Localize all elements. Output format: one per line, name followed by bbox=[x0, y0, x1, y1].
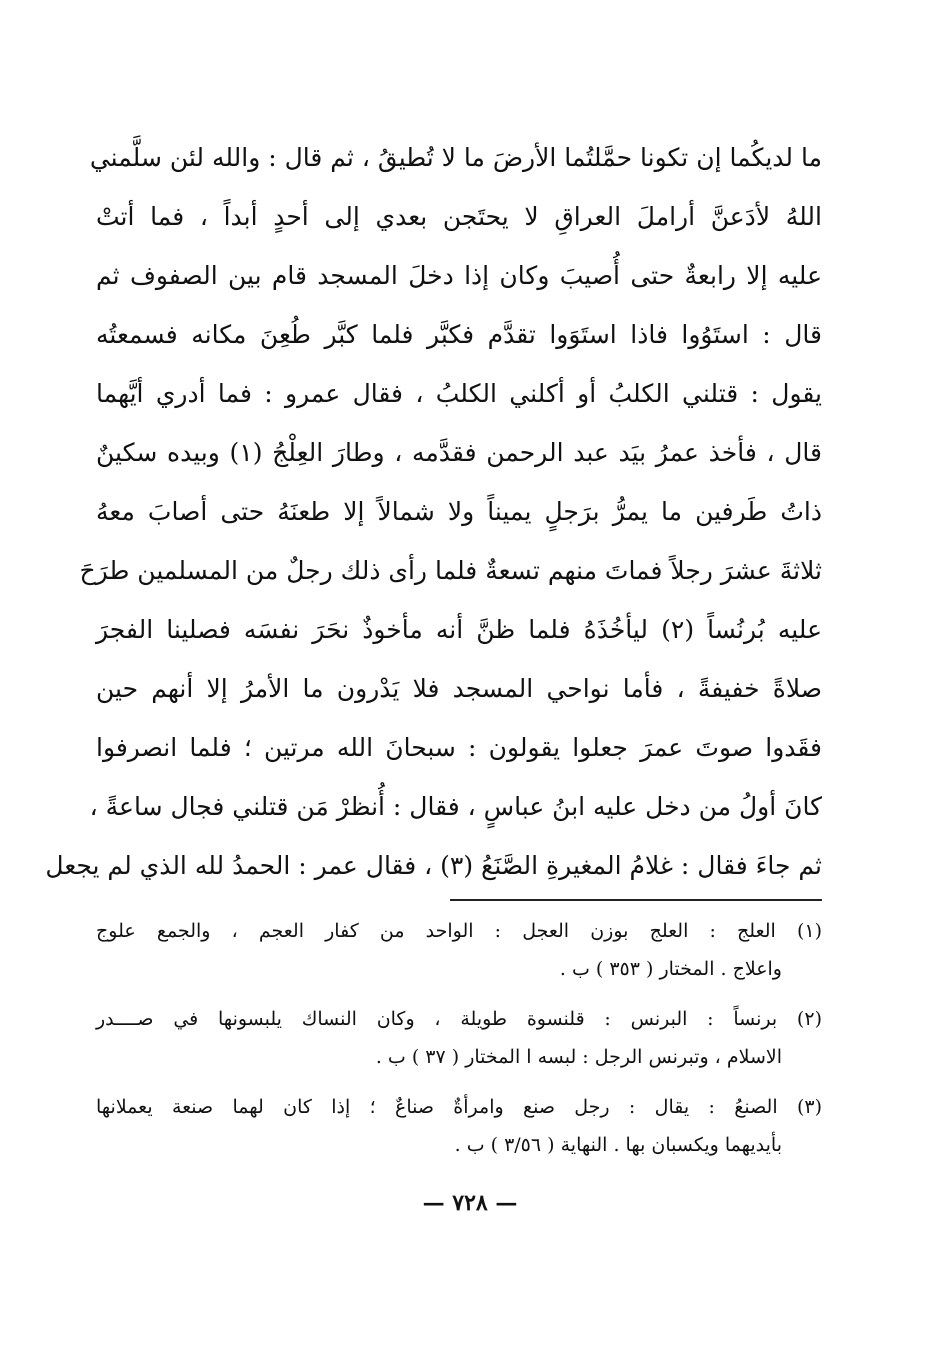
page-number: — ٧٢٨ — bbox=[422, 1190, 518, 1216]
text-line: فقَدوا صوتَ عمرَ جعلوا يقولون : سبحانَ الله مرتين ؛ فلما انصرفوا bbox=[96, 733, 822, 762]
footnote-line: (١) العلج : العلج بوزن العجل : الواحد من كفار العجم ، والجمع علوج bbox=[96, 920, 822, 942]
text-line: ما لديكُما إن تكونا حمَّلتُما الأرضَ ما لا تُطيقُ ، ثم قال : والله لئن سلَّمني bbox=[89, 143, 822, 172]
main-text-block bbox=[45, 128, 823, 895]
footnote-line: الاسلام ، وتبرنس الرجل : لبسه ا المختار ( ٣٧ ) ب . bbox=[375, 1046, 782, 1068]
footnote-line: واعلاج . المختار ( ٣٥٣ ) ب . bbox=[559, 958, 782, 980]
footnote-separator bbox=[450, 899, 822, 901]
footnote-line: (٣) الصنعُ : يقال : رجل صنع وامرأةٌ صناعٌ ؛ إذا كان لهما صنعة يعملانها bbox=[96, 1096, 822, 1118]
text-line: قال ، فأخذ عمرُ بيَد عبد الرحمن فقدَّمه ، وطارَ العِلْجُ (١) وبيده سكينٌ bbox=[96, 438, 823, 467]
footnote-line: (٢) برنساً : البرنس : قلنسوة طويلة ، وكان النساك يلبسونها في صــــدر bbox=[96, 1008, 822, 1030]
text-line: عليه إلا رابعةٌ حتى أُصيبَ وكان إذا دخلَ المسجد قام بين الصفوف ثم bbox=[96, 261, 822, 290]
text-line: صلاةً خفيفةً ، فأما نواحي المسجد فلا يَدْرون ما الأمرُ إلا أنهم حين bbox=[96, 674, 822, 703]
text-line: عليه بُرنُساً (٢) ليأخُذَهُ فلما ظنَّ أنه مأخوذٌ نحَرَ نفسَه فصلينا الفجرَ bbox=[96, 615, 822, 644]
text-line: ذاتُ طَرفين ما يمرُّ برَجلٍ يميناً ولا شمالاً إلا طعنَهُ حتى أصابَ معهُ bbox=[96, 497, 822, 526]
text-line: كانَ أولُ من دخل عليه ابنُ عباسٍ ، فقال : أُنظرْ مَن قتلني فجال ساعةً ، bbox=[89, 792, 822, 821]
text-line: ثلاثةَ عشرَ رجلاً فماتَ منهم تسعةٌ فلما رأى ذلك رجلٌ من المسلمين طرَحَ bbox=[79, 556, 822, 585]
text-line: يقول : قتلني الكلبُ أو أكلني الكلبُ ، فقال عمرو : فما أدري أيَّهما bbox=[96, 379, 822, 408]
text-line: ثم جاءَ فقال : غلامُ المغيرةِ الصَّنَعُ (٣) ، فقال عمر : الحمدُ لله الذي لم يجعل bbox=[45, 851, 822, 880]
footnote-2 bbox=[96, 1000, 822, 1076]
footnotes-block bbox=[96, 912, 822, 1176]
footnote-line: بأيديهما ويكسبان بها . النهاية ( ٣/٥٦ ) ب . bbox=[454, 1134, 782, 1156]
text-line: قال : استَوُوا فاذا استَوَوا تقدَّم فكبَّر فلما كبَّر طُعِنَ مكانه فسمعتُه bbox=[96, 320, 822, 349]
text-line: اللهُ لأدَعنَّ أراملَ العراقِ لا يحتَجن بعدي إلى أحدٍ أبداً ، فما أتتْ bbox=[96, 202, 822, 231]
footnote-3 bbox=[96, 1088, 822, 1164]
footnote-1 bbox=[96, 912, 822, 988]
